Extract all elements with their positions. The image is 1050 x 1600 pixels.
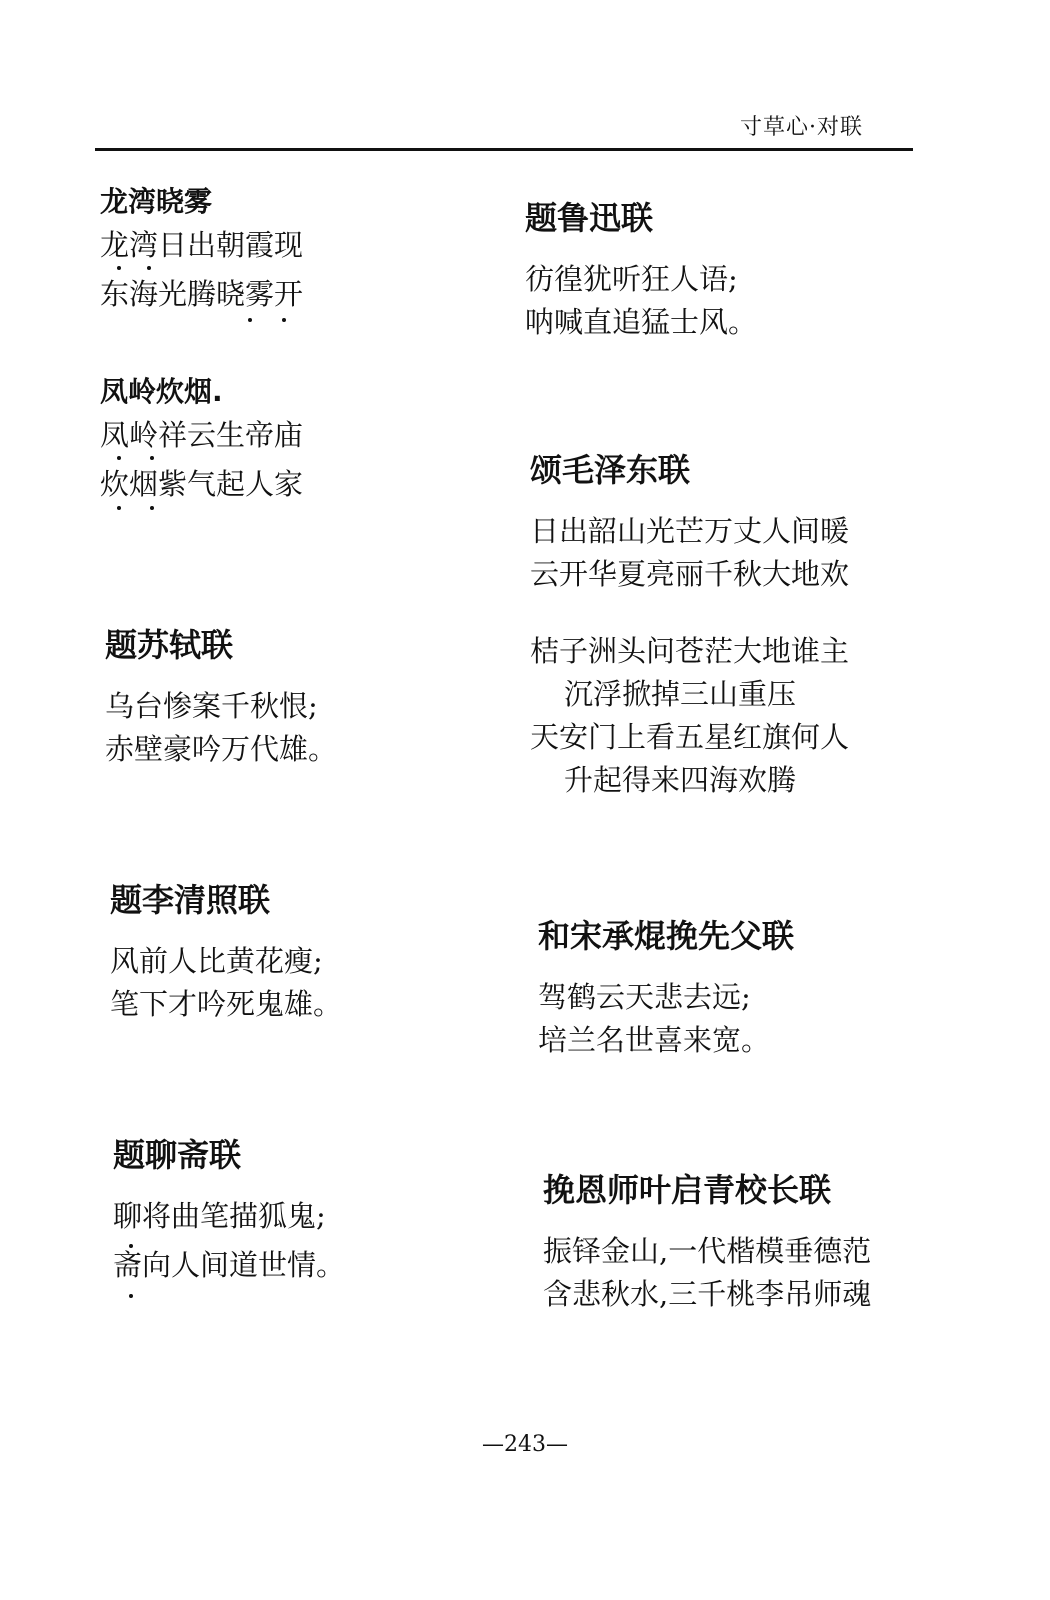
couplet-line: 沉浮掀掉三山重压 — [564, 677, 797, 711]
emphasis-dot — [129, 1294, 133, 1298]
emphasis-dot — [150, 506, 154, 510]
couplet-line: 风前人比黄花瘦; — [110, 944, 323, 978]
emphasis-dot — [147, 266, 151, 270]
couplet-line: 聊将曲笔描狐鬼; — [113, 1199, 326, 1233]
page-number: —243— — [482, 1432, 568, 1457]
couplet-line: 炊烟紫气起人家 — [100, 467, 304, 501]
couplet-line: 培兰名世喜来宽。 — [538, 1023, 771, 1057]
couplet-title: 题聊斋联 — [113, 1136, 242, 1174]
couplet-title: 题苏轼联 — [105, 626, 234, 664]
couplet-line: 含悲秋水,三千桃李吊师魂 — [543, 1277, 872, 1311]
couplet-line: 笔下才吟死鬼雄。 — [110, 987, 343, 1021]
couplet-line: 日出韶山光芒万丈人间暖 — [530, 514, 850, 548]
couplet-line: 斋向人间道世情。 — [113, 1248, 346, 1282]
emphasis-dot — [129, 1244, 133, 1248]
couplet-line: 彷徨犹听狂人语; — [525, 262, 738, 296]
emphasis-dot — [248, 318, 252, 322]
couplet-line: 驾鹤云天悲去远; — [538, 980, 751, 1014]
emphasis-dot — [282, 318, 286, 322]
couplet-line: 赤壁豪吟万代雄。 — [105, 732, 338, 766]
couplet-line: 升起得来四海欢腾 — [564, 763, 797, 797]
couplet-line: 龙湾日出朝霞现 — [100, 228, 304, 262]
couplet-luxun — [525, 196, 757, 344]
couplet-line: 桔子洲头问苍茫大地谁主 — [530, 634, 850, 668]
couplet-sushi — [105, 623, 337, 771]
couplet-songchengkun — [538, 914, 794, 1062]
couplet-liqingzhao — [110, 878, 342, 1026]
couplet-line: 东海光腾晓雾开 — [100, 277, 304, 311]
couplet-fengling — [100, 370, 303, 506]
running-header: 寸草心·对联 — [740, 115, 863, 140]
emphasis-dot — [117, 506, 121, 510]
couplet-longwan — [100, 180, 303, 316]
couplet-line: 乌台惨案千秋恨; — [105, 689, 318, 723]
couplet-title: 凤岭炊烟. — [100, 375, 223, 408]
emphasis-dot — [117, 456, 121, 460]
couplet-line: 云开华夏亮丽千秋大地欢 — [530, 557, 850, 591]
couplet-maozedong — [530, 448, 849, 802]
couplet-line: 天安门上看五星红旗何人 — [530, 720, 850, 754]
couplet-line: 呐喊直追猛士风。 — [525, 305, 758, 339]
couplet-line: 凤岭祥云生帝庙 — [100, 418, 304, 452]
couplet-title: 挽恩师叶启青校长联 — [543, 1171, 832, 1209]
couplet-title: 龙湾晓雾 — [100, 185, 213, 218]
couplet-title: 题鲁迅联 — [525, 199, 654, 237]
emphasis-dot — [117, 266, 121, 270]
couplet-title: 和宋承焜挽先父联 — [538, 917, 795, 955]
couplet-title: 题李清照联 — [110, 881, 271, 919]
emphasis-dot — [150, 456, 154, 460]
header-rule — [95, 148, 913, 151]
couplet-title: 颂毛泽东联 — [530, 451, 691, 489]
couplet-yeqiqing — [543, 1168, 871, 1316]
couplet-liaozhai — [113, 1133, 345, 1287]
couplet-line: 振铎金山,一代楷模垂德范 — [543, 1234, 872, 1268]
